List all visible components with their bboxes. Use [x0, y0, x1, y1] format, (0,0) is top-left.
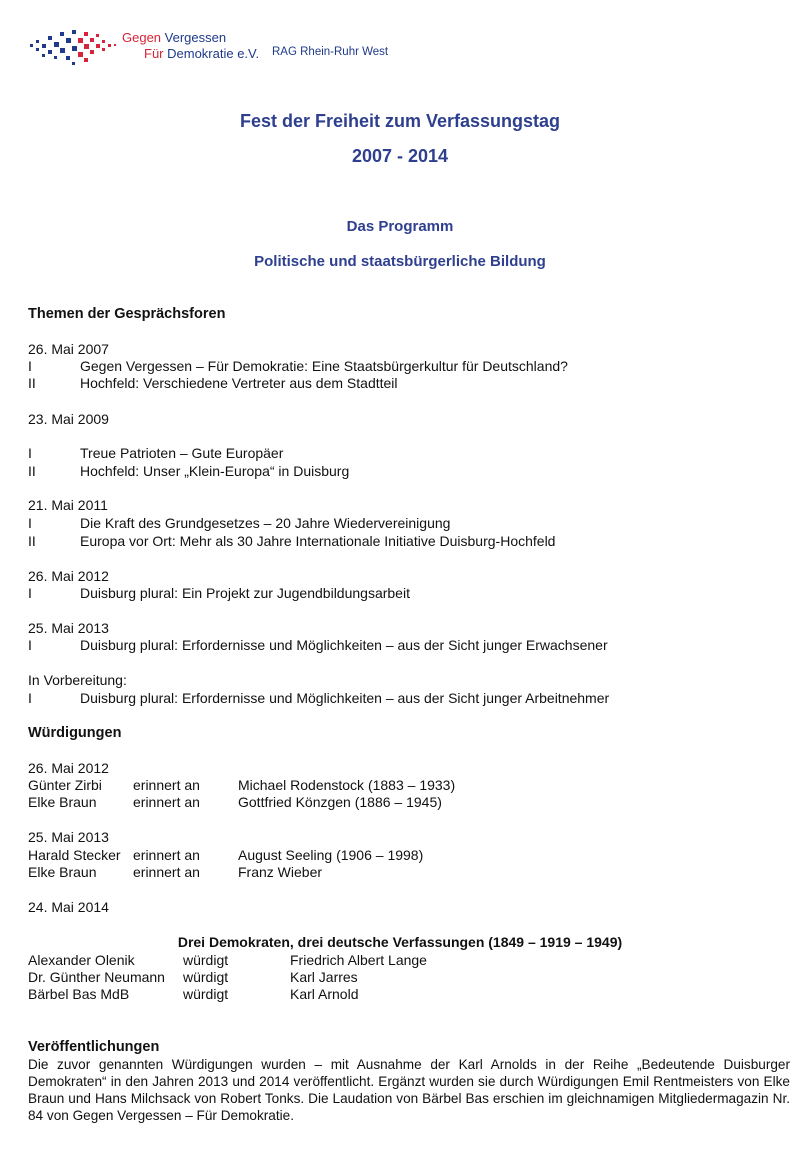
logo-word-gegen: Gegen: [122, 30, 162, 45]
event-date: In Vorbereitung:: [28, 672, 127, 688]
section-heading-veroeffentlichungen: Veröffentlichungen: [28, 1039, 160, 1055]
tribute-row: [0, 794, 800, 811]
tribute-honoree: Friedrich Albert Lange: [290, 952, 427, 968]
section-heading-wuerdigungen: Würdigungen: [28, 725, 122, 741]
item-number: I: [28, 637, 32, 653]
tribute-row: [0, 952, 800, 969]
section-heading-themen: Themen der Gesprächsforen: [28, 306, 226, 322]
tribute-honoree: Karl Jarres: [290, 969, 358, 985]
item-text: Hochfeld: Verschiedene Vertreter aus dem Stadtteil: [80, 375, 398, 391]
tribute-person: Alexander Olenik: [28, 952, 135, 968]
program-heading: Das Programm: [346, 218, 454, 235]
page-years: 2007 - 2014: [351, 146, 449, 166]
event-item: [0, 585, 800, 602]
tribute-verb: würdigt: [183, 969, 229, 985]
event-item: [0, 515, 800, 532]
tribute-honoree: Michael Rodenstock (1883 – 1933): [238, 777, 456, 793]
event-date: 26. Mai 2007: [28, 341, 109, 357]
logo-wordmark: [122, 30, 259, 62]
tribute-honoree: Gottfried Könzgen (1886 – 1945): [238, 794, 442, 810]
item-number: I: [28, 358, 32, 374]
item-text: Die Kraft des Grundgesetzes – 20 Jahre Wiedervereinigung: [80, 515, 451, 531]
logo-rag-label: RAG Rhein-Ruhr West: [272, 46, 389, 58]
tribute-verb: erinnert an: [133, 794, 200, 810]
event-item: [0, 463, 800, 480]
tribute-row: [0, 777, 800, 794]
tribute-person: Elke Braun: [28, 794, 97, 810]
event-item: [0, 533, 800, 550]
logo-word-vergessen: Vergessen: [164, 30, 227, 45]
tribute-verb: würdigt: [183, 952, 229, 968]
tribute-honoree: Franz Wieber: [238, 864, 323, 880]
event-date: 26. Mai 2012: [28, 568, 109, 584]
item-text: Gegen Vergessen – Für Demokratie: Eine Staatsbürgerkultur für Deutschland?: [80, 358, 568, 374]
publications-paragraph: Die zuvor genannten Würdigungen wurden – mit Ausnahme der Karl Arnolds in der Reihe „Bedeutende Duisburger Demokraten“ in den Jahren 2013 und 2014 veröffentlicht. Ergänzt wurden sie durch Würdigungen Emil Rentmeisters von Elke Braun und Hans Milchsack von Robert Tonks. Die Laudation von Bärbel Bas erschien im gleichnamigen Mitgliedermagazin Nr. 84 von Gegen Vergessen – Für Demokratie.: [28, 1057, 790, 1123]
tribute-verb: erinnert an: [133, 777, 200, 793]
item-number: II: [28, 375, 36, 391]
item-text: Treue Patrioten – Gute Europäer: [80, 445, 284, 461]
tribute-row: [0, 986, 800, 1003]
item-text: Duisburg plural: Erfordernisse und Möglichkeiten – aus der Sicht junger Erwachsener: [80, 637, 608, 653]
item-number: I: [28, 585, 32, 601]
item-number: II: [28, 533, 36, 549]
tribute-person: Günter Zirbi: [28, 777, 102, 793]
event-item: [0, 375, 800, 392]
page-title: Fest der Freiheit zum Verfassungstag: [239, 111, 561, 131]
logo-word-demokratie: Demokratie e.V.: [167, 46, 260, 61]
tribute-person: Elke Braun: [28, 864, 97, 880]
tribute-verb: erinnert an: [133, 864, 200, 880]
tribute-date: 24. Mai 2014: [28, 899, 109, 915]
tribute-verb: erinnert an: [133, 847, 200, 863]
tribute-row: [0, 864, 800, 881]
tribute-verb: würdigt: [183, 986, 229, 1002]
item-text: Duisburg plural: Ein Projekt zur Jugendbildungsarbeit: [80, 585, 410, 601]
item-number: I: [28, 515, 32, 531]
event-date: 23. Mai 2009: [28, 411, 109, 427]
tribute-date: 25. Mai 2013: [28, 829, 109, 845]
tribute-row: [0, 847, 800, 864]
logo-dots-icon: [28, 26, 118, 70]
item-number: I: [28, 690, 32, 706]
tribute-date: 26. Mai 2012: [28, 760, 109, 776]
item-text: Europa vor Ort: Mehr als 30 Jahre Internationale Initiative Duisburg-Hochfeld: [80, 533, 556, 549]
event-item: [0, 445, 800, 462]
event-date: 21. Mai 2011: [28, 497, 108, 513]
item-number: I: [28, 445, 32, 461]
item-text: Hochfeld: Unser „Klein-Europa“ in Duisburg: [80, 463, 350, 479]
tribute-honoree: August Seeling (1906 – 1998): [238, 847, 424, 863]
item-text: Duisburg plural: Erfordernisse und Möglichkeiten – aus der Sicht junger Arbeitnehmer: [80, 690, 610, 706]
tribute-person: Dr. Günther Neumann: [28, 969, 165, 985]
event-item: [0, 358, 800, 375]
event-item: [0, 690, 800, 707]
item-number: II: [28, 463, 36, 479]
tribute-person: Bärbel Bas MdB: [28, 986, 130, 1002]
program-subtitle: Politische und staatsbürgerliche Bildung: [254, 253, 546, 270]
event-item: [0, 637, 800, 654]
logo-word-fuer: Für: [144, 46, 164, 61]
tribute-honoree: Karl Arnold: [290, 986, 359, 1002]
tribute-2014-title: Drei Demokraten, drei deutsche Verfassungen (1849 – 1919 – 1949): [177, 934, 623, 950]
tribute-person: Harald Stecker: [28, 847, 121, 863]
tribute-row: [0, 969, 800, 986]
event-date: 25. Mai 2013: [28, 620, 109, 636]
